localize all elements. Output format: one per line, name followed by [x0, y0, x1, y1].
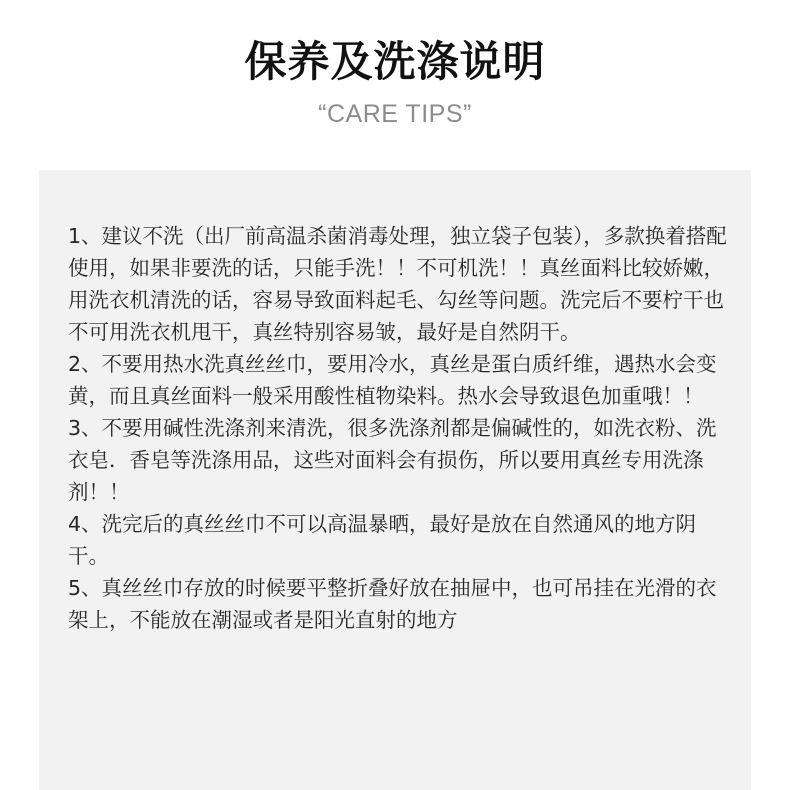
page-title: 保养及洗涤说明	[244, 37, 546, 86]
care-tips-text	[68, 220, 728, 636]
care-tip-item-4: 4、洗完后的真丝丝巾不可以高温暴晒，最好是放在自然通风的地方阴干。	[68, 512, 697, 568]
care-tip-item-1: 1、建议不洗（出厂前高温杀菌消毒处理，独立袋子包装），多款换着搭配使用，如果非要洗的话，只能手洗！！不可机洗！！真丝面料比较娇嫩，用洗衣机清洗的话，容易导致面料起毛、勾丝等问题。洗完后不要柠干也不可用洗衣机甩干，真丝特别容易皱，最好是自然阴干。	[68, 224, 727, 344]
care-tip-item-3: 3、不要用碱性洗涤剂来清洗，很多洗涤剂都是偏碱性的，如洗衣粉、洗衣皂．香皂等洗涤用品，这些对面料会有损伤，所以要用真丝专用洗涤剂！！	[68, 416, 717, 504]
care-tips-panel	[39, 170, 751, 790]
page-subtitle: “CARE TIPS”	[318, 100, 472, 128]
care-tip-item-5: 5、真丝丝巾存放的时候要平整折叠好放在抽屉中，也可吊挂在光滑的衣架上，不能放在潮湿或者是阳光直射的地方	[68, 576, 717, 632]
care-tip-item-2: 2、不要用热水洗真丝丝巾，要用冷水，真丝是蛋白质纤维，遇热水会变黄，而且真丝面料一般采用酸性植物染料。热水会导致退色加重哦！！	[68, 352, 717, 408]
